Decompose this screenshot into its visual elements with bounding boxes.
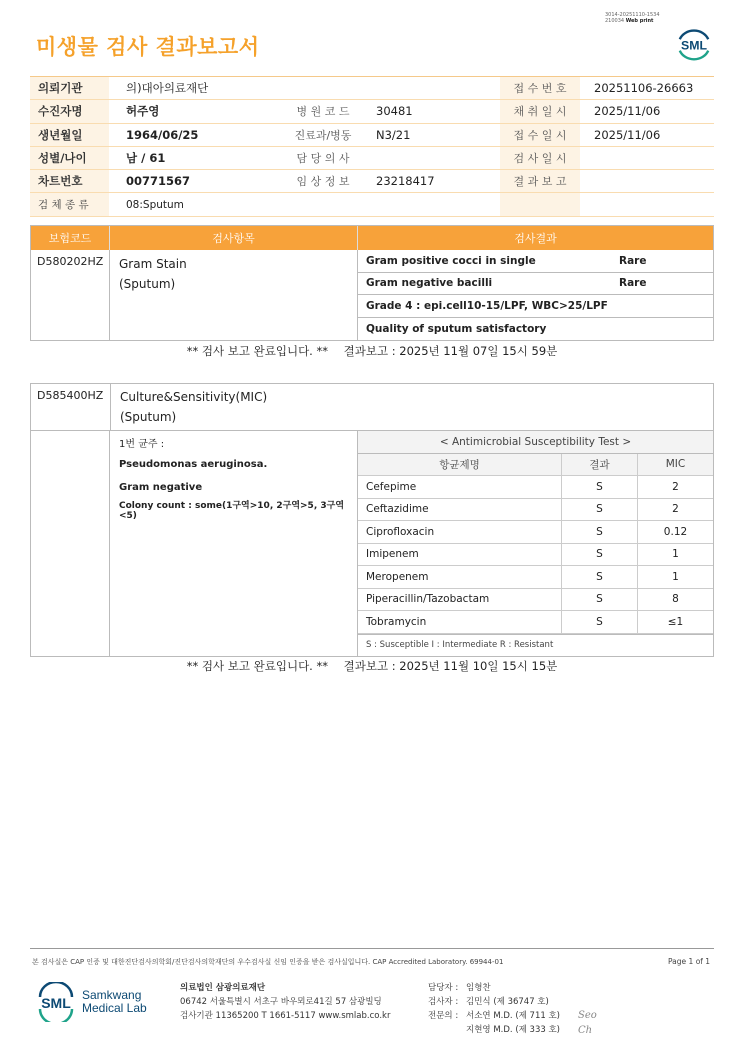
info-label: 채 취 일 시 — [500, 100, 580, 122]
info-label: 진료과/병동 — [294, 128, 352, 142]
code-spacer — [31, 431, 110, 656]
colony-count: Colony count : some(1구역>10, 2구역>5, 3구역<5) — [119, 501, 345, 522]
info-label: 병 원 코 드 — [296, 105, 350, 119]
ast-row — [358, 611, 713, 634]
staff-row — [428, 981, 560, 995]
info-value: 1964/06/25 — [126, 127, 199, 142]
organism-info — [110, 431, 358, 656]
ast-row — [358, 499, 713, 522]
accreditation-note: 본 검사실은 CAP 인증 및 대한진단검사의학회/진단검사의학재단의 우수검사실 신임 인증을 받은 검사실입니다. CAP Accredited Laboratory. 69944-01 — [32, 958, 504, 966]
info-label: 담 당 의 사 — [296, 152, 350, 166]
result-row — [358, 295, 713, 318]
info-value: 허주영 — [126, 104, 160, 119]
info-value: 의)대아의료재단 — [126, 81, 209, 96]
report-complete-text: ** 검사 보고 완료입니다. ** — [186, 344, 328, 358]
antibiotic-result: S — [562, 499, 638, 521]
test-item-specimen: (Sputum) — [120, 410, 177, 424]
test-item-specimen: (Sputum) — [119, 277, 176, 291]
gram-stain-table — [30, 225, 714, 341]
staff-row — [428, 1009, 560, 1023]
info-label: 차트번호 — [30, 170, 109, 192]
sml-logo-icon — [675, 26, 713, 62]
antibiotic-mic: 0.12 — [663, 525, 688, 538]
staff-label: 전문의 : — [428, 1011, 459, 1021]
patient-info-row — [30, 193, 714, 216]
organism-gram: Gram negative — [119, 481, 203, 493]
culture-header — [31, 384, 713, 431]
antibiotic-name: Piperacillin/Tazobactam — [358, 589, 562, 611]
culture-body — [31, 431, 713, 656]
print-id: 3014-20251110-1534 — [605, 12, 660, 18]
test-item-name: Gram Stain — [119, 257, 187, 271]
signature-2: Ch — [578, 1025, 593, 1036]
report-complete-text: ** 검사 보고 완료입니다. ** — [186, 659, 328, 673]
info-value: 30481 — [376, 104, 413, 119]
result-text: Gram negative bacilli — [366, 277, 493, 290]
staff-label: 담당자 : — [428, 983, 459, 993]
info-label: 수진자명 — [30, 100, 109, 122]
test-item-name: Culture&Sensitivity(MIC) — [120, 390, 268, 404]
info-label — [500, 193, 580, 215]
result-row — [358, 273, 713, 296]
logo-line2: Medical Lab — [82, 1001, 147, 1015]
gram-stain-block — [31, 250, 713, 340]
ast-legend: S : Susceptible I : Intermediate R : Resistant — [358, 634, 713, 657]
antibiotic-mic: ≤1 — [667, 615, 684, 628]
info-value: 2025/11/06 — [594, 104, 661, 119]
info-label: 의뢰기관 — [30, 77, 109, 99]
info-value: 2025/11/06 — [594, 127, 661, 142]
signature-1: Seo — [578, 1010, 597, 1021]
antibiotic-mic: 8 — [672, 593, 679, 606]
antibiotic-result: S — [562, 611, 638, 633]
antibiotic-name: Ciprofloxacin — [358, 521, 562, 543]
ast-column-header — [358, 454, 713, 477]
result-row — [358, 250, 713, 273]
report-time: 결과보고 : 2025년 11월 10일 15시 15분 — [343, 659, 558, 673]
ast-col-result: 결과 — [562, 454, 638, 476]
antibiotic-mic: 1 — [672, 548, 679, 561]
staff-name: 김민식 (제 36747 호) — [466, 997, 549, 1007]
culture-table — [30, 383, 714, 657]
org-address: 06742 서울특별시 서초구 바우뫼로41길 57 삼광빌딩 — [180, 997, 382, 1007]
org-contact: 검사기관 11365200 T 1661-5117 www.smlab.co.kr — [180, 1011, 391, 1021]
staff-name: 서소연 M.D. (제 711 호) — [466, 1011, 561, 1021]
antibiotic-result: S — [562, 544, 638, 566]
footer-logo — [36, 982, 147, 1022]
page-title: 미생물 검사 결과보고서 — [36, 35, 260, 59]
print-code-number: 210034 — [605, 18, 625, 24]
info-label: 생년월일 — [30, 124, 109, 146]
staff-label: 검사자 : — [428, 997, 459, 1007]
info-label: 접 수 번 호 — [500, 77, 580, 99]
info-value — [580, 193, 714, 215]
info-value: 23218417 — [376, 174, 435, 189]
result-table-header — [31, 226, 713, 250]
report-complete-line — [0, 343, 744, 359]
patient-info-row — [30, 170, 714, 193]
antibiotic-name: Cefepime — [358, 476, 562, 498]
test-code: D580202HZ — [31, 250, 110, 340]
print-code — [605, 18, 660, 24]
info-label: 임 상 정 보 — [296, 175, 350, 189]
info-label: 접 수 일 시 — [500, 124, 580, 146]
logo-line1: Samkwang — [82, 988, 142, 1002]
info-label: 검 체 종 류 — [30, 193, 109, 215]
patient-info-table — [30, 76, 714, 217]
antibiotic-name: Tobramycin — [358, 611, 562, 633]
antibiotic-result: S — [562, 566, 638, 588]
org-name: 의료법인 삼광의료재단 — [180, 983, 266, 993]
ast-row — [358, 476, 713, 499]
info-value: 남 / 61 — [126, 151, 166, 166]
antibiotic-name: Ceftazidime — [358, 499, 562, 521]
info-value — [366, 77, 500, 99]
info-label: 성별/나이 — [30, 147, 109, 169]
info-value — [580, 147, 714, 169]
staff-row — [428, 1023, 560, 1037]
ast-rows — [358, 476, 713, 634]
sml-footer-logo-text: SML — [41, 995, 71, 1011]
test-results — [358, 250, 713, 340]
patient-info-row — [30, 100, 714, 123]
footer-divider — [30, 948, 714, 949]
test-item — [110, 250, 358, 340]
antibiotic-name: Imipenem — [358, 544, 562, 566]
staff-row — [428, 995, 560, 1009]
info-value — [366, 147, 500, 169]
sml-logo-text: SML — [681, 38, 707, 53]
header-test-result: 검사결과 — [514, 232, 557, 245]
info-value: 00771567 — [126, 174, 191, 189]
antibiotic-mic: 2 — [672, 503, 679, 516]
test-item — [110, 384, 713, 430]
result-row — [358, 318, 713, 341]
web-print-label: Web print — [625, 18, 654, 24]
ast-row — [358, 566, 713, 589]
ast-title: < Antimicrobial Susceptibility Test > — [358, 431, 713, 454]
info-value: 08:Sputum — [126, 198, 184, 211]
report-time: 결과보고 : 2025년 11월 07일 15시 59분 — [343, 344, 558, 358]
test-code: D585400HZ — [37, 389, 104, 402]
organism-name: Pseudomonas aeruginosa. — [119, 459, 268, 471]
ast-col-name: 항균제명 — [358, 454, 562, 476]
ast-col-mic: MIC — [665, 458, 686, 471]
staff-info — [428, 981, 560, 1037]
organism-label: 1번 균주 : — [119, 438, 165, 450]
ast-row — [358, 521, 713, 544]
sml-footer-logo-icon — [36, 982, 76, 1022]
print-meta — [605, 12, 660, 24]
info-value — [366, 193, 500, 215]
ast-row — [358, 589, 713, 612]
patient-info-row — [30, 124, 714, 147]
antibiotic-name: Meropenem — [358, 566, 562, 588]
patient-info-row — [30, 77, 714, 100]
footer-logo-text — [82, 989, 147, 1015]
staff-name: 임형찬 — [466, 983, 491, 993]
ast-table — [358, 431, 713, 656]
report-complete-line-2 — [0, 658, 744, 674]
info-value — [580, 170, 714, 192]
info-value: 20251106-26663 — [594, 81, 694, 96]
page-number: Page 1 of 1 — [668, 957, 711, 966]
antibiotic-result: S — [562, 476, 638, 498]
staff-name: 지현영 M.D. (제 333 호) — [466, 1025, 561, 1035]
patient-info-row — [30, 147, 714, 170]
header-insurance-code: 보험코드 — [31, 226, 110, 250]
result-text: Grade 4 : epi.cell10-15/LPF, WBC>25/LPF — [366, 299, 608, 312]
result-text: Gram positive cocci in single — [366, 254, 536, 267]
info-label — [280, 77, 366, 99]
info-label: 검 사 일 시 — [500, 147, 580, 169]
antibiotic-result: S — [562, 589, 638, 611]
antibiotic-mic: 2 — [672, 480, 679, 493]
info-label: 결 과 보 고 — [500, 170, 580, 192]
antibiotic-result: S — [562, 521, 638, 543]
info-label — [280, 193, 366, 215]
result-value: Rare — [619, 277, 647, 290]
result-text: Quality of sputum satisfactory — [366, 322, 547, 335]
info-value: N3/21 — [376, 127, 411, 142]
result-value: Rare — [619, 254, 647, 267]
ast-row — [358, 544, 713, 567]
antibiotic-mic: 1 — [672, 570, 679, 583]
header-test-item: 검사항목 — [110, 226, 358, 250]
org-info — [180, 981, 390, 1023]
